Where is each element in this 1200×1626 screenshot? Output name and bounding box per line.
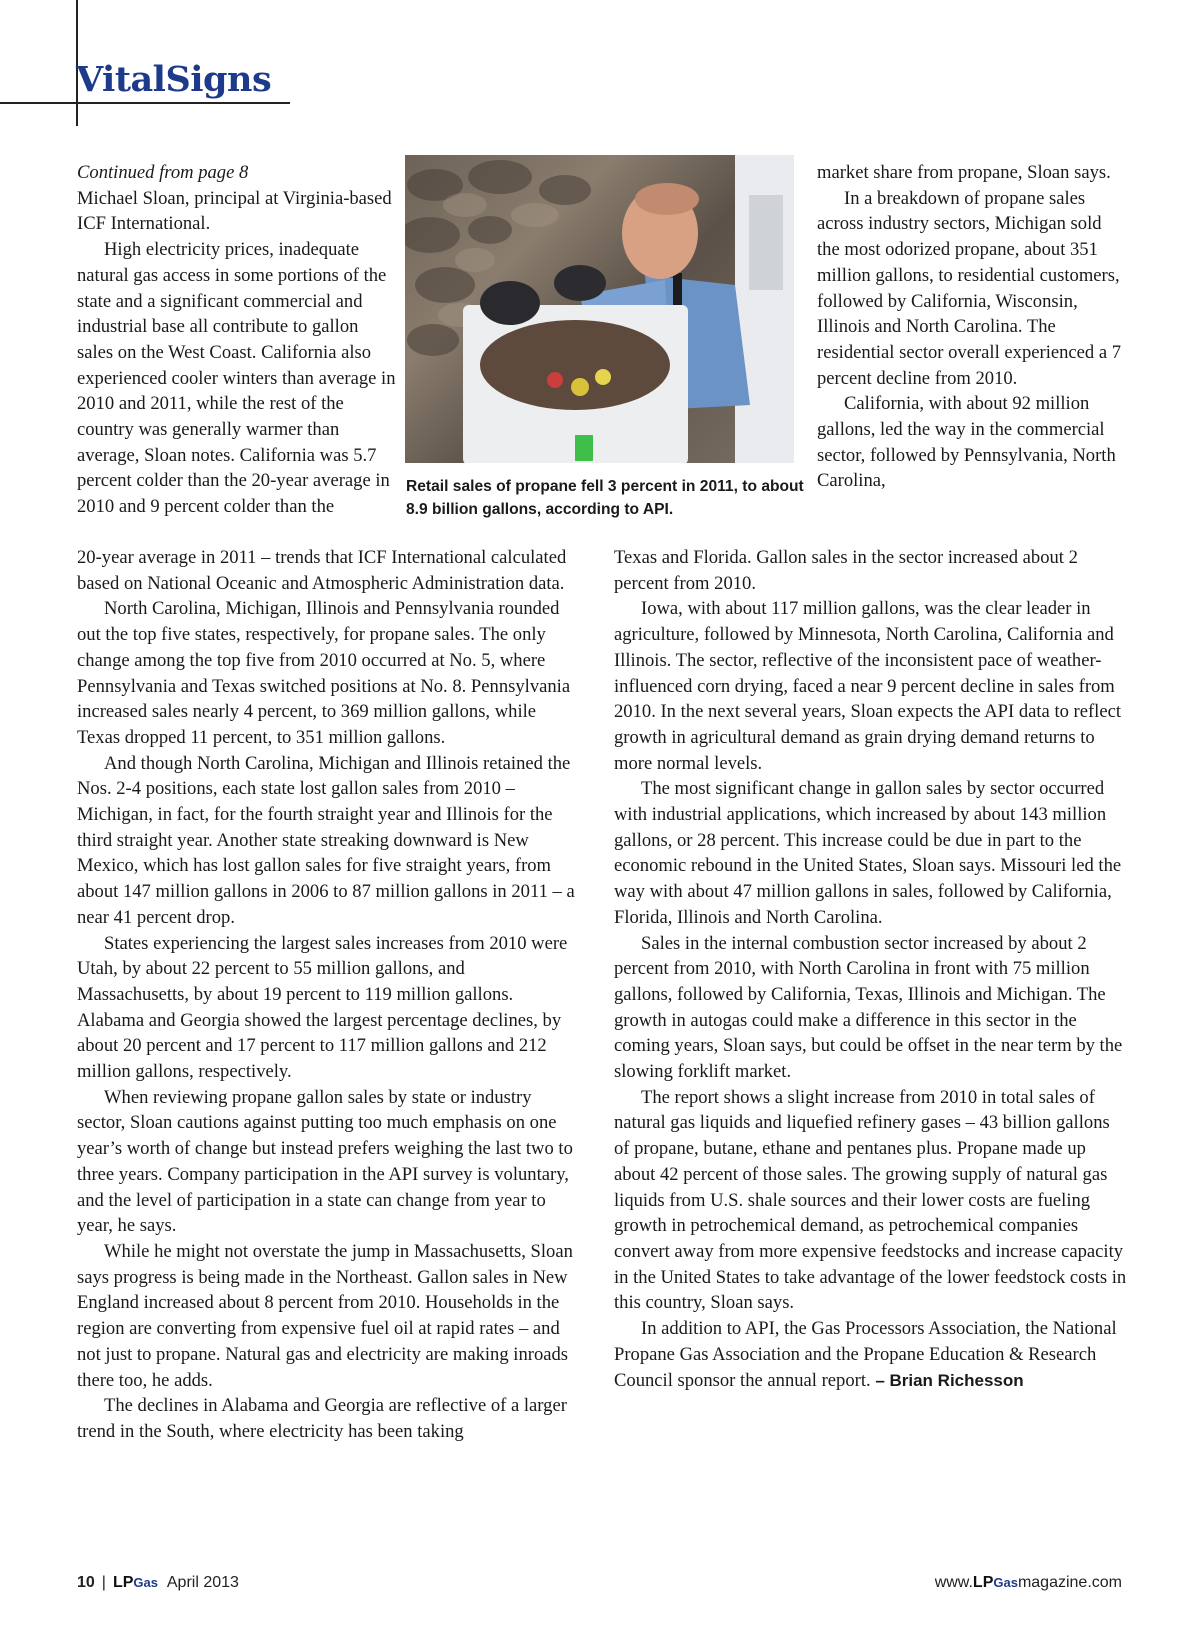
article-paragraph: And though North Carolina, Michigan and Illinois retained the Nos. 2-4 positions, each state lost gallon sales from 2010 – Michigan, in fact, for the fourth straight year and Illinois for the third straight year. Another state streaking downward is New Mexico, which has lost gallon sales for five straight years, from about 147 million gallons in 2006 to 87 million gallons in 2011 – a near 41 percent drop. xyxy=(77,752,575,928)
article-paragraph: Texas and Florida. Gallon sales in the sector increased about 2 percent from 2010. xyxy=(614,547,1078,594)
article-paragraph: California, with about 92 million gallons, led the way in the commercial sector, followed by Pennsylvania, North Carolina, xyxy=(817,393,1116,492)
article-paragraph: States experiencing the largest sales increases from 2010 were Utah, by about 22 percent to 55 million gallons, and Massachusetts, by about 19 percent to 119 million gallons. Alabama and Georgia showed the largest percentage declines, by about 20 percent and 17 percent to 117 million gallons and 212 million gallons, respectively. xyxy=(77,932,568,1083)
header-horizontal-rule xyxy=(0,102,290,104)
footer-separator: | xyxy=(101,1574,106,1591)
url-gas: Gas xyxy=(993,1575,1018,1590)
footer-url[interactable] xyxy=(935,1574,1122,1592)
article-paragraph: The most significant change in gallon sales by sector occurred with industrial applications, which increased by about 143 million gallons, or 28 percent. This increase could be due in part to the economic rebound in the United States, Sloan says. Missouri led the way with about 47 million gallons in sales, followed by California, Florida, Illinois and North Carolina. xyxy=(614,778,1122,928)
continued-note: Continued from page 8 xyxy=(77,162,249,183)
article-paragraph: The report shows a slight increase from 2010 in total sales of natural gas liquids and liquefied refinery gases – 43 billion gallons of propane, butane, ethane and pentanes plus. Propane made up about 42 percent of those sales. The growing supply of natural gas liquids from U.S. shale sources and their lower costs are fueling growth in petrochemical demand, as petrochemical companies convert away from more expensive feedstocks and increase capacity in the United States to take advantage of the lower feedstock costs in this country, Sloan says. xyxy=(614,1086,1127,1314)
url-suffix: magazine.com xyxy=(1017,1574,1122,1591)
url-prefix: www. xyxy=(934,1574,973,1591)
footer-folio xyxy=(77,1574,239,1592)
article-paragraph: In a breakdown of propane sales across industry sectors, Michigan sold the most odorized propane, about 351 million gallons, to residential customers, followed by California, Wisconsin, Illinois and North Carolina. The residential sector overall experienced a 7 percent decline from 2010. xyxy=(817,187,1122,389)
author-signature: – Brian Richesson xyxy=(875,1370,1024,1390)
article-column-left-top xyxy=(77,160,399,520)
article-paragraph: 20-year average in 2011 – trends that ICF International calculated based on National Oceanic and Atmospheric Administration data. xyxy=(77,547,567,594)
article-column-left-bottom xyxy=(77,545,577,1445)
brand-lp: LP xyxy=(112,1574,134,1591)
section-title: VitalSigns xyxy=(76,59,272,100)
article-paragraph: When reviewing propane gallon sales by state or industry sector, Sloan cautions against putting too much emphasis on one year’s worth of change but instead prefers weighing the last two to three years. Company participation in the API survey is voluntary, and the level of participation in a state can change from year to year, he says. xyxy=(77,1086,573,1237)
photo-illustration xyxy=(405,155,794,463)
article-paragraph: North Carolina, Michigan, Illinois and Pennsylvania rounded out the top five states, respectively, for propane sales. The only change among the top five from 2010 occurred at No. 5, where Pennsylvania and Texas switched positions at No. 8. Pennsylvania increased sales nearly 4 percent, to 369 million gallons, while Texas dropped 11 percent, to 351 million gallons. xyxy=(77,598,571,748)
article-final-paragraph xyxy=(614,1316,1127,1393)
article-paragraph: Michael Sloan, principal at Virginia-based ICF International. xyxy=(77,187,392,235)
article-paragraph: The declines in Alabama and Georgia are reflective of a larger trend in the South, where electricity has been taking xyxy=(77,1395,567,1442)
brand-gas: Gas xyxy=(133,1575,158,1590)
article-column-right-top xyxy=(817,160,1127,494)
final-paragraph-text: In addition to API, the Gas Processors Association, the National Propane Gas Association and the Propane Education & Research Council sponsor the annual report. xyxy=(614,1318,1117,1391)
article-paragraph: High electricity prices, inadequate natural gas access in some portions of the state and a significant commercial and industrial base all contribute to gallon sales on the West Coast. California also experienced cooler winters than average in 2010 and 2011, while the rest of the country was generally warmer than average, Sloan notes. California was 5.7 percent colder than the 20-year average in 2010 and 9 percent colder than the xyxy=(77,239,396,518)
article-paragraph: Sales in the internal combustion sector increased by about 2 percent from 2010, with North Carolina in front with 75 million gallons, followed by California, Texas, Illinois and Michigan. The growth in autogas could make a difference in this sector in the coming years, Sloan says, but could be offset in the near term by the slowing forklift market. xyxy=(614,932,1123,1083)
article-paragraph: While he might not overstate the jump in Massachusetts, Sloan says progress is being made in the Northeast. Gallon sales in New England increased about 8 percent from 2010. Households in the region are converting from expensive fuel oil at rapid rates – and not just to propane. Natural gas and electricity are making inroads there too, he adds. xyxy=(77,1240,573,1391)
page-number: 10 xyxy=(77,1574,95,1591)
issue-date: April 2013 xyxy=(166,1574,239,1591)
url-lp: LP xyxy=(972,1574,994,1591)
photo-technician-propane-tank xyxy=(405,155,794,463)
article-paragraph: market share from propane, Sloan says. xyxy=(817,162,1111,183)
article-column-right-bottom xyxy=(614,545,1127,1393)
article-paragraph: Iowa, with about 117 million gallons, was the clear leader in agriculture, followed by Minnesota, North Carolina, California and Illinois. The sector, reflective of the inconsistent pace of weather-influenced corn drying, faced a near 9 percent decline in sales from 2010. In the next several years, Sloan expects the API data to reflect growth in agricultural demand as grain drying demand returns to more normal levels. xyxy=(614,598,1122,774)
photo-caption: Retail sales of propane fell 3 percent in 2011, to about 8.9 billion gallons, according to API. xyxy=(406,478,804,518)
